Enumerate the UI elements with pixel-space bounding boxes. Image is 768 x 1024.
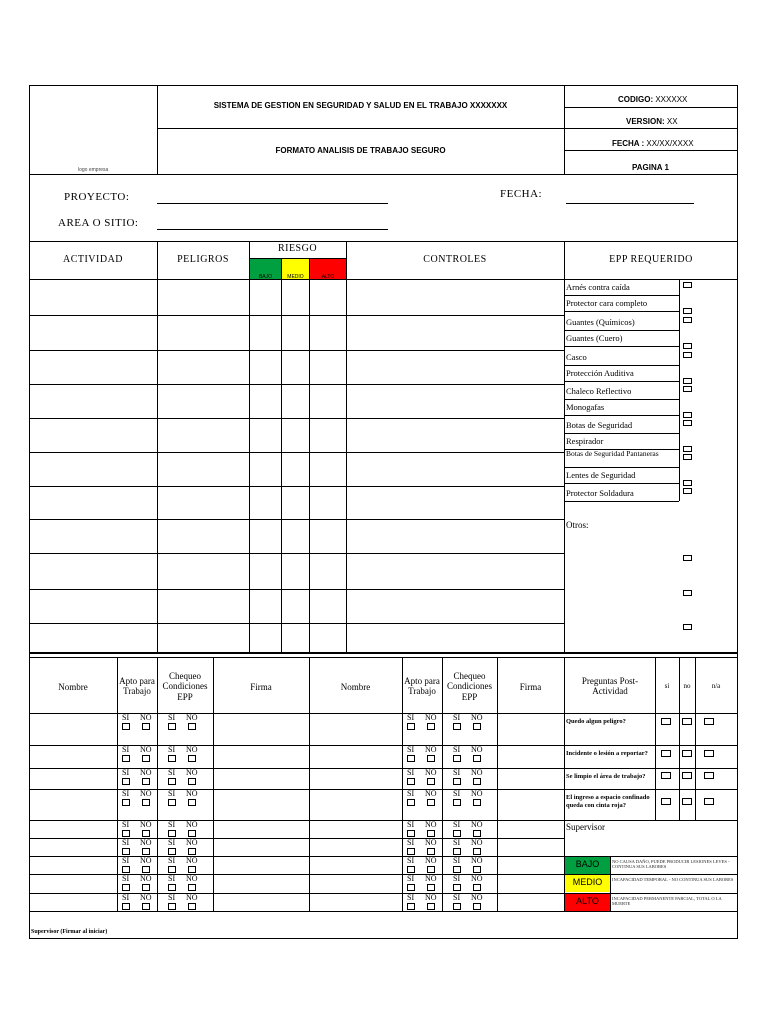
worker-apto-header-2: Apto para Trabajo: [404, 676, 440, 697]
no-checkbox[interactable]: [427, 723, 435, 730]
no-checkbox[interactable]: [142, 830, 150, 837]
epp-checkbox[interactable]: [683, 282, 692, 288]
worker-firma-header-2: Firma: [519, 682, 542, 692]
epp-item-label: Protección Auditiva: [566, 369, 634, 378]
si-label: SI: [168, 713, 176, 722]
si-checkbox[interactable]: [407, 723, 415, 730]
col-epp: EPP REQUERIDO: [609, 254, 693, 265]
otros-checkbox-1[interactable]: [683, 555, 692, 561]
si-label: SI: [168, 768, 176, 777]
si-label: SI: [453, 856, 461, 865]
riesgo-alto-cell: [310, 259, 346, 279]
no-label: NO: [471, 745, 483, 754]
epp-row-line: [564, 311, 679, 312]
no-checkbox[interactable]: [188, 778, 196, 785]
pagina: PAGINA 1: [632, 163, 669, 172]
si-label: SI: [407, 820, 415, 829]
question-na-checkbox[interactable]: [704, 718, 714, 725]
riesgo-bajo: BAJO: [258, 274, 273, 280]
no-label: NO: [140, 820, 152, 829]
epp-row-line: [564, 415, 679, 416]
si-label: SI: [168, 789, 176, 798]
no-label: NO: [140, 874, 152, 883]
no-checkbox[interactable]: [427, 903, 435, 910]
no-checkbox[interactable]: [142, 799, 150, 806]
logo-placeholder: logo empresa: [78, 167, 109, 173]
questions-col-na: n/a: [711, 682, 721, 690]
col-controles: CONTROLES: [423, 254, 487, 265]
si-checkbox[interactable]: [122, 830, 130, 837]
epp-checkbox[interactable]: [683, 317, 692, 323]
no-checkbox[interactable]: [188, 848, 196, 855]
si-label: SI: [168, 856, 176, 865]
si-checkbox[interactable]: [407, 755, 415, 762]
questions-col-si: si: [664, 682, 670, 690]
codigo-label: CODIGO:: [618, 95, 654, 104]
no-label: NO: [425, 789, 437, 798]
worker-chequeo-header-2: Chequeo Condiciones EPP: [447, 671, 492, 702]
epp-item-label: Protector cara completo: [566, 299, 648, 308]
questions-header: Preguntas Post-Actividad: [581, 676, 639, 697]
no-label: NO: [140, 856, 152, 865]
epp-checkbox[interactable]: [683, 308, 692, 314]
si-checkbox[interactable]: [122, 848, 130, 855]
no-checkbox[interactable]: [473, 848, 481, 855]
no-checkbox[interactable]: [427, 799, 435, 806]
question-no-checkbox[interactable]: [682, 798, 692, 805]
legend-description: INCAPACIDAD TEMPORAL - NO CONTINUA SUS LABORES: [612, 877, 734, 882]
si-checkbox[interactable]: [453, 723, 461, 730]
proyecto-label: PROYECTO:: [64, 191, 130, 203]
no-checkbox[interactable]: [427, 884, 435, 891]
epp-checkbox[interactable]: [683, 454, 692, 460]
no-label: NO: [471, 893, 483, 902]
si-label: SI: [168, 874, 176, 883]
si-checkbox[interactable]: [407, 903, 415, 910]
si-label: SI: [407, 874, 415, 883]
codigo: [618, 96, 687, 104]
no-label: NO: [471, 789, 483, 798]
si-checkbox[interactable]: [407, 866, 415, 873]
no-checkbox[interactable]: [427, 848, 435, 855]
si-label: SI: [407, 713, 415, 722]
worker-apto-header: Apto para Trabajo: [119, 676, 155, 697]
epp-row-line: [564, 467, 679, 468]
si-checkbox[interactable]: [453, 830, 461, 837]
supervisor-label: Supervisor: [566, 822, 605, 832]
si-checkbox[interactable]: [407, 778, 415, 785]
question-na-checkbox[interactable]: [704, 772, 714, 779]
si-label: SI: [168, 838, 176, 847]
fecha-label: FECHA:: [500, 188, 543, 200]
questions-col-no: no: [683, 682, 691, 690]
si-label: SI: [407, 838, 415, 847]
si-checkbox[interactable]: [168, 778, 176, 785]
epp-item-label: Respirador: [566, 437, 604, 446]
no-checkbox[interactable]: [142, 778, 150, 785]
area-label: AREA O SITIO:: [58, 217, 139, 229]
fecha-header-label: FECHA :: [612, 139, 645, 148]
question-text: Incidente o lesión a reportar?: [566, 750, 648, 757]
si-label: SI: [453, 768, 461, 777]
si-label: SI: [407, 856, 415, 865]
no-checkbox[interactable]: [142, 866, 150, 873]
epp-item-label: Protector Soldadura: [566, 489, 634, 498]
no-checkbox[interactable]: [427, 830, 435, 837]
form-title: FORMATO ANALISIS DE TRABAJO SEGURO: [275, 146, 446, 155]
legend-label: ALTO: [576, 896, 599, 906]
codigo-value: XXXXXX: [655, 95, 688, 104]
no-checkbox[interactable]: [188, 799, 196, 806]
epp-checkbox[interactable]: [683, 488, 692, 494]
no-label: NO: [186, 838, 198, 847]
otros-label: Otros:: [566, 520, 589, 530]
si-label: SI: [122, 874, 130, 883]
no-label: NO: [140, 745, 152, 754]
epp-checkbox[interactable]: [683, 480, 692, 486]
system-title: SISTEMA DE GESTION EN SEGURIDAD Y SALUD EN EL TRABAJO XXXXXXX: [213, 101, 508, 110]
epp-divider: [679, 279, 680, 501]
col-peligros: PELIGROS: [177, 254, 229, 265]
si-label: SI: [453, 838, 461, 847]
si-label: SI: [407, 745, 415, 754]
proyecto-field[interactable]: [157, 203, 388, 204]
no-label: NO: [471, 768, 483, 777]
no-label: NO: [471, 838, 483, 847]
si-checkbox[interactable]: [407, 884, 415, 891]
epp-checkbox[interactable]: [683, 343, 692, 349]
no-label: NO: [186, 856, 198, 865]
no-checkbox[interactable]: [427, 755, 435, 762]
no-checkbox[interactable]: [473, 830, 481, 837]
epp-checkbox[interactable]: [683, 386, 692, 392]
riesgo-bajo-cell: [250, 259, 281, 279]
no-label: NO: [140, 789, 152, 798]
si-checkbox[interactable]: [453, 755, 461, 762]
no-label: NO: [425, 713, 437, 722]
si-label: SI: [453, 789, 461, 798]
no-checkbox[interactable]: [142, 884, 150, 891]
col-riesgo: RIESGO: [277, 243, 318, 254]
si-checkbox[interactable]: [122, 866, 130, 873]
si-label: SI: [122, 789, 130, 798]
epp-row-line: [564, 330, 679, 331]
no-label: NO: [186, 768, 198, 777]
no-label: NO: [425, 893, 437, 902]
worker-nombre-header-2: Nombre: [340, 682, 371, 692]
si-checkbox[interactable]: [453, 778, 461, 785]
epp-row-line: [564, 381, 679, 382]
si-label: SI: [122, 820, 130, 829]
no-label: NO: [186, 745, 198, 754]
no-checkbox[interactable]: [188, 755, 196, 762]
footer-supervisor: Supervisor (Firmar al iniciar): [31, 929, 108, 935]
si-label: SI: [122, 856, 130, 865]
si-label: SI: [407, 768, 415, 777]
epp-row-line: [564, 501, 679, 502]
question-text: Quedo algun peligro?: [566, 718, 626, 725]
question-si-checkbox[interactable]: [661, 798, 671, 805]
si-checkbox[interactable]: [407, 830, 415, 837]
no-label: NO: [471, 856, 483, 865]
no-label: NO: [425, 838, 437, 847]
question-na-checkbox[interactable]: [704, 750, 714, 757]
si-label: SI: [453, 745, 461, 754]
worker-nombre-header: Nombre: [58, 682, 88, 692]
epp-checkbox[interactable]: [683, 420, 692, 426]
si-checkbox[interactable]: [453, 866, 461, 873]
si-checkbox[interactable]: [168, 884, 176, 891]
epp-item-label: Chaleco Reflectivo: [566, 387, 632, 396]
epp-item-label: Monogafas: [566, 403, 605, 412]
no-checkbox[interactable]: [142, 755, 150, 762]
no-checkbox[interactable]: [188, 830, 196, 837]
no-checkbox[interactable]: [473, 778, 481, 785]
area-field[interactable]: [157, 229, 388, 230]
no-checkbox[interactable]: [188, 723, 196, 730]
si-label: SI: [168, 745, 176, 754]
epp-item-label: Guantes (Químicos): [566, 318, 635, 327]
version: [626, 118, 678, 126]
no-checkbox[interactable]: [473, 799, 481, 806]
no-label: NO: [425, 856, 437, 865]
riesgo-alto: ALTO: [321, 274, 335, 280]
epp-item-label: Casco: [566, 353, 587, 362]
legend-label: BAJO: [575, 859, 600, 869]
no-checkbox[interactable]: [188, 866, 196, 873]
no-label: NO: [186, 874, 198, 883]
si-label: SI: [453, 713, 461, 722]
epp-checkbox[interactable]: [683, 352, 692, 358]
si-checkbox[interactable]: [453, 903, 461, 910]
question-text: El ingreso a espacio confinado queda con cinta roja?: [566, 794, 650, 810]
no-checkbox[interactable]: [473, 866, 481, 873]
epp-item-label: Guantes (Cuero): [566, 334, 623, 343]
question-no-checkbox[interactable]: [682, 772, 692, 779]
si-checkbox[interactable]: [453, 884, 461, 891]
no-checkbox[interactable]: [142, 723, 150, 730]
si-checkbox[interactable]: [168, 723, 176, 730]
no-label: NO: [471, 713, 483, 722]
epp-row-line: [564, 346, 679, 347]
si-checkbox[interactable]: [407, 848, 415, 855]
no-label: NO: [186, 713, 198, 722]
question-si-checkbox[interactable]: [661, 718, 671, 725]
epp-checkbox[interactable]: [683, 378, 692, 384]
fecha-header: [612, 140, 694, 148]
no-label: NO: [140, 838, 152, 847]
legend-description: NO CAUSA DAÑO, PUEDE PRODUCIR LESIONES LEVES - CONTINUA SUS LABORES: [612, 859, 730, 870]
fecha-header-value: XX/XX/XXXX: [646, 139, 694, 148]
si-checkbox[interactable]: [168, 799, 176, 806]
si-checkbox[interactable]: [407, 799, 415, 806]
no-label: NO: [425, 768, 437, 777]
epp-item-label: Botas de Seguridad Pantaneras: [566, 450, 659, 458]
si-label: SI: [122, 745, 130, 754]
no-checkbox[interactable]: [427, 778, 435, 785]
si-checkbox[interactable]: [122, 903, 130, 910]
legend-description: INCAPACIDAD PERMANENTE PARCIAL, TOTAL O LA MUERTE: [612, 896, 722, 907]
riesgo-medio: MEDIO: [287, 274, 304, 280]
version-value: XX: [666, 117, 678, 126]
legend-label: MEDIO: [572, 877, 603, 887]
si-label: SI: [453, 893, 461, 902]
si-checkbox[interactable]: [122, 884, 130, 891]
epp-item-label: Lentes de Seguridad: [566, 471, 636, 480]
si-label: SI: [407, 789, 415, 798]
fecha-field[interactable]: [566, 203, 694, 204]
worker-chequeo-header: Chequeo Condiciones EPP: [162, 671, 208, 702]
no-checkbox[interactable]: [473, 884, 481, 891]
version-label: VERSION:: [626, 117, 665, 126]
epp-row-line: [564, 295, 679, 296]
epp-row-line: [564, 483, 679, 484]
no-label: NO: [140, 768, 152, 777]
no-checkbox[interactable]: [473, 903, 481, 910]
worker-firma-header: Firma: [250, 682, 272, 692]
si-label: SI: [453, 874, 461, 883]
no-checkbox[interactable]: [188, 903, 196, 910]
epp-row-line: [564, 365, 679, 366]
no-checkbox[interactable]: [188, 884, 196, 891]
epp-row-line: [564, 433, 679, 434]
question-na-checkbox[interactable]: [704, 798, 714, 805]
si-label: SI: [122, 893, 130, 902]
si-checkbox[interactable]: [168, 903, 176, 910]
question-no-checkbox[interactable]: [682, 750, 692, 757]
no-label: NO: [471, 820, 483, 829]
otros-checkbox-3[interactable]: [683, 624, 692, 630]
riesgo-medio-cell: [282, 259, 309, 279]
epp-row-line: [564, 399, 679, 400]
si-label: SI: [168, 820, 176, 829]
si-label: SI: [122, 768, 130, 777]
si-checkbox[interactable]: [122, 799, 130, 806]
no-checkbox[interactable]: [473, 755, 481, 762]
si-checkbox[interactable]: [453, 799, 461, 806]
si-checkbox[interactable]: [453, 848, 461, 855]
no-label: NO: [471, 874, 483, 883]
si-checkbox[interactable]: [122, 778, 130, 785]
si-checkbox[interactable]: [168, 830, 176, 837]
no-label: NO: [186, 789, 198, 798]
no-label: NO: [186, 893, 198, 902]
si-label: SI: [122, 838, 130, 847]
col-actividad: ACTIVIDAD: [62, 254, 124, 265]
epp-item-label: Arnés contra caída: [566, 283, 630, 292]
si-checkbox[interactable]: [122, 755, 130, 762]
no-label: NO: [425, 820, 437, 829]
question-no-checkbox[interactable]: [682, 718, 692, 725]
no-checkbox[interactable]: [473, 723, 481, 730]
otros-checkbox-2[interactable]: [683, 590, 692, 596]
epp-item-label: Botas de Seguridad: [566, 421, 633, 430]
no-label: NO: [140, 713, 152, 722]
si-checkbox[interactable]: [168, 755, 176, 762]
epp-checkbox[interactable]: [683, 446, 692, 452]
no-label: NO: [186, 820, 198, 829]
si-checkbox[interactable]: [168, 848, 176, 855]
no-checkbox[interactable]: [142, 903, 150, 910]
si-label: SI: [168, 893, 176, 902]
si-label: SI: [453, 820, 461, 829]
si-label: SI: [407, 893, 415, 902]
no-label: NO: [425, 874, 437, 883]
no-checkbox[interactable]: [142, 848, 150, 855]
question-text: Se limpio el área de trabajo?: [566, 773, 646, 780]
si-checkbox[interactable]: [122, 723, 130, 730]
si-checkbox[interactable]: [168, 866, 176, 873]
epp-checkbox[interactable]: [683, 412, 692, 418]
no-checkbox[interactable]: [427, 866, 435, 873]
no-label: NO: [140, 893, 152, 902]
question-si-checkbox[interactable]: [661, 750, 671, 757]
si-label: SI: [122, 713, 130, 722]
no-label: NO: [425, 745, 437, 754]
question-si-checkbox[interactable]: [661, 772, 671, 779]
